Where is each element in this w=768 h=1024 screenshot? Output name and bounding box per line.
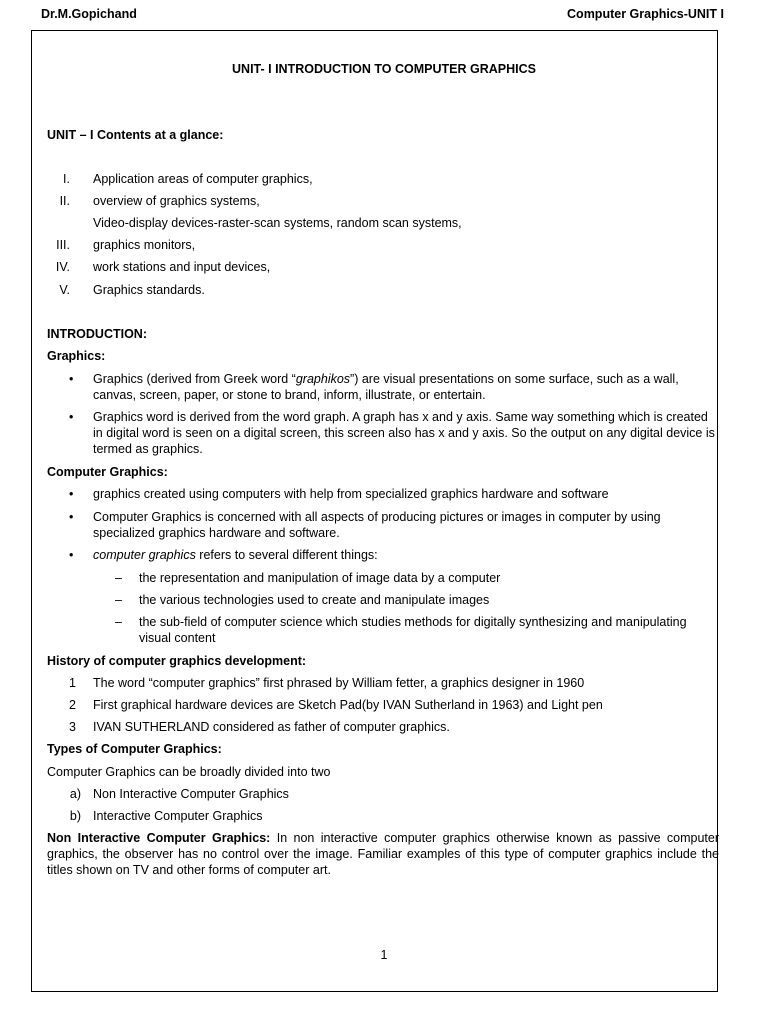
- computer-graphics-heading: Computer Graphics:: [47, 465, 168, 479]
- text-span: In non interactive computer graphics otherwise known as passive computer graphics, the observer has no control over the image. Familiar examples of this type of computer graphics include the titles shown on TV and other forms of computer art.: [47, 831, 720, 877]
- bullet-icon: •: [69, 372, 74, 386]
- history-item: IVAN SUTHERLAND considered as father of computer graphics.: [93, 720, 450, 734]
- non-interactive-paragraph: [47, 830, 719, 878]
- contents-item: Application areas of computer graphics,: [93, 172, 313, 186]
- bullet-icon: •: [69, 548, 74, 562]
- text-span: Graphics (derived from Greek word “: [93, 372, 296, 386]
- contents-item: work stations and input devices,: [93, 260, 271, 274]
- page-number: 1: [380, 948, 388, 962]
- page-title: UNIT- I INTRODUCTION TO COMPUTER GRAPHICS: [232, 62, 536, 76]
- contents-item: graphics monitors,: [93, 238, 196, 252]
- types-item: Non Interactive Computer Graphics: [93, 787, 289, 801]
- history-num: 3: [69, 720, 76, 734]
- italic-term: computer graphics: [93, 548, 196, 562]
- bullet-icon: •: [69, 410, 74, 424]
- header-author: Dr.M.Gopichand: [41, 7, 137, 21]
- contents-num: V.: [59, 283, 70, 297]
- history-item: First graphical hardware devices are Sketch Pad(by IVAN Sutherland in 1963) and Light pen: [93, 698, 603, 712]
- cg-sub-item: the representation and manipulation of image data by a computer: [139, 571, 501, 585]
- cg-sub-item: the various technologies used to create and manipulate images: [139, 593, 490, 607]
- cg-bullet-3: [93, 547, 721, 563]
- contents-num: II.: [59, 194, 70, 208]
- italic-term: graphikos: [295, 372, 351, 386]
- types-num: a): [69, 787, 81, 801]
- cg-bullet-2: Computer Graphics is concerned with all aspects of producing pictures or images in computer by using specialized graphics hardware and software.: [93, 510, 661, 540]
- cg-bullet-1: graphics created using computers with help from specialized graphics hardware and software: [93, 487, 609, 501]
- bullet-icon: •: [69, 510, 74, 524]
- text-span: refers to several different things:: [195, 548, 378, 562]
- types-heading: Types of Computer Graphics:: [47, 742, 222, 756]
- graphics-bullet-1: [93, 371, 721, 403]
- contents-num: I.: [63, 172, 70, 186]
- text-span: ”) are visual presentations on some surface, such as a wall, canvas, screen, paper, or stone to brand, inform, illustrate, or entertain.: [93, 372, 679, 402]
- history-num: 2: [69, 698, 76, 712]
- graphics-bullet-2: Graphics word is derived from the word graph. A graph has x and y axis. Same way something which is created in digital word is seen on a digital screen, this screen also has x and y axis. So the output on any digital device is termed as graphics.: [93, 410, 715, 456]
- header-course: Computer Graphics-UNIT I: [567, 7, 724, 21]
- types-num: b): [69, 809, 81, 823]
- history-num: 1: [69, 676, 76, 690]
- bullet-icon: •: [69, 487, 74, 501]
- contents-item: Video-display devices-raster-scan systems, random scan systems,: [93, 216, 462, 230]
- non-interactive-label: Non Interactive Computer Graphics:: [47, 831, 271, 845]
- contents-item: overview of graphics systems,: [93, 194, 260, 208]
- types-item: Interactive Computer Graphics: [93, 809, 263, 823]
- contents-item: Graphics standards.: [93, 283, 205, 297]
- dash-icon: –: [115, 615, 122, 629]
- history-heading: History of computer graphics development:: [47, 654, 307, 668]
- contents-num: III.: [56, 238, 70, 252]
- dash-icon: –: [115, 571, 122, 585]
- graphics-heading: Graphics:: [47, 349, 106, 363]
- history-item: The word “computer graphics” first phrased by William fetter, a graphics designer in 1960: [93, 676, 585, 690]
- contents-num: IV.: [55, 260, 70, 274]
- cg-sub-item: the sub-field of computer science which studies methods for digitally synthesizing and manipulating visual content: [139, 615, 687, 645]
- types-intro: Computer Graphics can be broadly divided into two: [47, 765, 331, 779]
- introduction-heading: INTRODUCTION:: [47, 327, 147, 341]
- contents-heading: UNIT – I Contents at a glance:: [47, 128, 224, 142]
- dash-icon: –: [115, 593, 122, 607]
